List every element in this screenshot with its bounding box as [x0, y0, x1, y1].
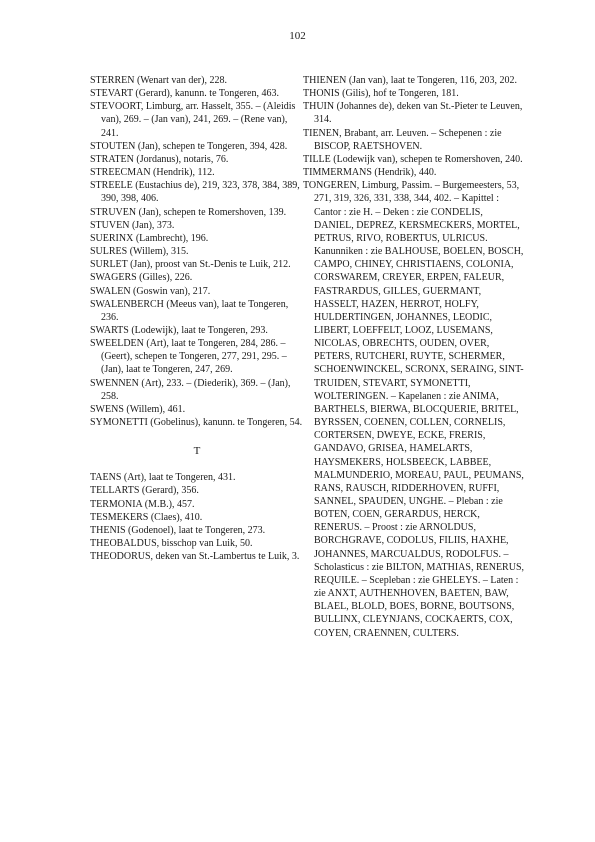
index-entry: SWAGERS (Gilles), 226.: [90, 272, 193, 284]
s-entries: [90, 74, 304, 429]
index-entry: TIENEN, Brabant, arr. Leuven. – Schepenen : zie BISCOP, RAETSHOVEN.: [303, 127, 502, 152]
index-entry: STEVART (Gerard), kanunn. te Tongeren, 463.: [90, 88, 279, 100]
index-entry: THEOBALDUS, bisschop van Luik, 50.: [90, 538, 253, 549]
t-entries: [90, 471, 304, 563]
index-entry: TAENS (Art), laat te Tongeren, 431.: [90, 472, 236, 484]
index-entry: STREECMAN (Hendrik), 112.: [90, 167, 215, 179]
index-entry: TELLARTS (Gerard), 356.: [90, 485, 199, 497]
index-entry: SWALENBERCH (Meeus van), laat te Tongeren, 236.: [90, 298, 289, 323]
index-entry: STOUTEN (Jan), schepen te Tongeren, 394, 428.: [90, 140, 288, 152]
index-entry: STRUVEN (Jan), schepen te Romershoven, 139.: [90, 206, 287, 218]
index-entry: SURLET (Jan), proost van St.-Denis te Luik, 212.: [90, 259, 291, 271]
index-entry: SULRES (Willem), 315.: [90, 246, 189, 258]
index-entry: THIENEN (Jan van), laat te Tongeren, 116, 203, 202.: [303, 75, 517, 86]
index-left-column: [90, 74, 304, 563]
section-letter-heading: T: [193, 445, 201, 458]
index-entry: STEVOORT, Limburg, arr. Hasselt, 355. – (Aleidis van), 269. – (Jan van), 241, 269. – (Rene van), 241.: [90, 101, 296, 139]
index-entry: TILLE (Lodewijk van), schepen te Romershoven, 240.: [303, 153, 523, 165]
index-entry: THENIS (Godenoel), laat te Tongeren, 273.: [90, 524, 266, 536]
index-entry: STUVEN (Jan), 373.: [90, 219, 175, 231]
index-right-column: [303, 74, 525, 640]
index-entry: SUERINX (Lambrecht), 196.: [90, 232, 209, 244]
index-entry: SWENNEN (Art), 233. – (Diederik), 369. – (Jan), 258.: [90, 377, 291, 402]
index-entry: THEODORUS, deken van St.-Lambertus te Luik, 3.: [90, 551, 300, 563]
index-entry: STERREN (Wenart van der), 228.: [90, 75, 227, 86]
index-entry: TERMONIA (M.B.), 457.: [90, 498, 195, 510]
index-entry: SWEELDEN (Art), laat te Tongeren, 284, 286. – (Geert), schepen te Tongeren, 277, 291, 295. – (Jan), laat te Tongeren, 247, 269.: [90, 338, 287, 376]
index-entry: SYMONETTI (Gobelinus), kanunn. te Tongeren, 54.: [90, 417, 303, 429]
index-entry: STRATEN (Jordanus), notaris, 76.: [90, 153, 229, 165]
index-entry: THONIS (Gilis), hof te Tongeren, 181.: [303, 88, 459, 100]
index-entry: TIMMERMANS (Hendrik), 440.: [303, 167, 437, 179]
index-entry: THUIN (Johannes de), deken van St.-Pieter te Leuven, 314.: [303, 101, 523, 126]
page-number: 102: [289, 30, 306, 42]
index-entry: TONGEREN, Limburg, Passim. – Burgemeesters, 53, 271, 319, 326, 331, 338, 344, 402. – Kapittel : Cantor : zie H. – Deken : zie CONDELIS, DANIEL, DEPREZ, KERSMECKERS, MORTEL, PETRUS, RIVO, ROBERTUS, ULRICUS. Kanunniken : zie BALHOUSE, BOELEN, BOSCH, CAMPO, CHINEY, CHRISTIAENS, COLONIA, CORSWAREM, CREYER, ERPEN, FALEUR, FASTRARDUS, GILLES, GUERMANT, HASSELT, HAZEN, HERROT, HOLFY, HULDERTINGEN, JOHANNES, LEODIC, LIBERT, LOEFFELT, LOOZ, LUSEMANS, NICOLAS, OBRECHTS, OUDEN, OVER, PETERS, RUTCHERI, RUYTE, SCHERMER, SCHOENWINCKEL, SCRONX, SERAING, SINT-TRUIDEN, STEVART, SYMONETTI, WOLTERINGEN. – Kapelanen : zie ANIMA, BARTHELS, BIERWA, BLOCQUERIE, BRITEL, BYRSSEN, COENEN, COLLEN, CORNELIS, CORTERSEN, DWEYE, ECKE, FRERIS, GANDAVO, GRISEA, HAMELARTS, HAYSMEKERS, HOLSBEECK, LABBEE, MALMUNDERIO, MOREAU, PAUL, PEUMANS, RANS, RAUSCH, RIDDERHOVEN, RUFFI, SANNEL, SPAUDEN, UNGHE. – Pleban : zie BOTEN, COEN, GERARDUS, HERCK, RENERUS. – Proost : zie ARNOLDUS, BORCHGRAVE, CODOLUS, FILIIS, HAXHE, JOHANNES, MARCUALDUS, RODOLFUS. – Scholasticus : zie BILTON, MATHIAS, RENERUS, REQUILE. – Scepleban : zie GHELEYS. – Laten : zie ANXT, AUTHENHOVEN, BAETEN, BAW, BLAEL, BLOLD, BOES, BORNE, BOUTSONS, BULLINX, CLEYNJANS, COCKAERTS, COX, COYEN, CRAENNEN, CULTERS.: [303, 180, 524, 639]
index-entry: TESMEKERS (Claes), 410.: [90, 511, 203, 523]
index-entry: SWENS (Willem), 461.: [90, 403, 186, 415]
index-entry: SWALEN (Goswin van), 217.: [90, 285, 211, 297]
index-entry: SWARTS (Lodewijk), laat te Tongeren, 293.: [90, 324, 268, 336]
index-entry: STREELE (Eustachius de), 219, 323, 378, 384, 389, 390, 398, 406.: [90, 180, 300, 205]
